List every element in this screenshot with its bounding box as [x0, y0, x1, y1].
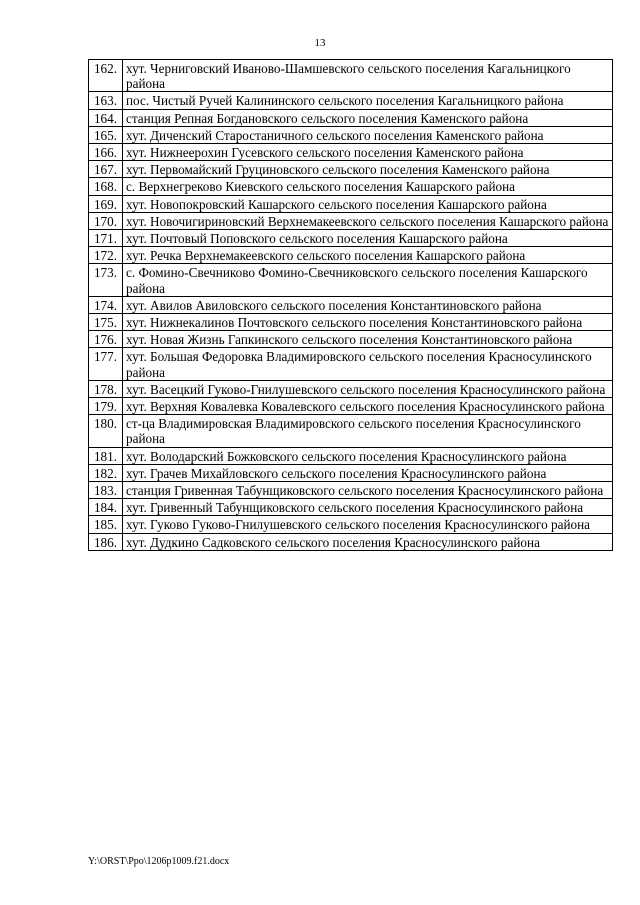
row-number: 174.: [89, 296, 123, 313]
table-row: [89, 109, 613, 126]
row-text: станция Гривенная Табунщиковского сельского поселения Красносулинского района: [123, 482, 613, 499]
row-text: хут. Гуково Гуково-Гнилушевского сельского поселения Красносулинского района: [123, 516, 613, 533]
row-number: 167.: [89, 161, 123, 178]
row-text: хут. Речка Верхнемакеевского сельского поселения Кашарского района: [123, 247, 613, 264]
row-text: хут. Большая Федоровка Владимировского сельского поселения Красносулинского района: [123, 348, 613, 380]
row-number: 184.: [89, 499, 123, 516]
table-row: [89, 230, 613, 247]
row-number: 183.: [89, 482, 123, 499]
row-number: 179.: [89, 398, 123, 415]
row-text: хут. Первомайский Груциновского сельского поселения Каменского района: [123, 161, 613, 178]
table-row: [89, 212, 613, 229]
row-text: пос. Чистый Ручей Калининского сельского поселения Кагальницкого района: [123, 92, 613, 109]
row-number: 176.: [89, 331, 123, 348]
table-row: [89, 499, 613, 516]
row-number: 185.: [89, 516, 123, 533]
row-number: 163.: [89, 92, 123, 109]
row-number: 171.: [89, 230, 123, 247]
row-number: 166.: [89, 144, 123, 161]
row-text: хут. Васецкий Гуково-Гнилушевского сельского поселения Красносулинского района: [123, 380, 613, 397]
row-text: хут. Новочигириновский Верхнемакеевского сельского поселения Кашарского района: [123, 212, 613, 229]
row-number: 186.: [89, 533, 123, 550]
table-row: [89, 533, 613, 550]
table-row: [89, 296, 613, 313]
table-row: [89, 482, 613, 499]
table-row: [89, 178, 613, 195]
row-number: 162.: [89, 60, 123, 92]
table-row: [89, 144, 613, 161]
row-text: хут. Володарский Божковского сельского поселения Красносулинского района: [123, 447, 613, 464]
row-text: хут. Нижнекалинов Почтовского сельского поселения Константиновского района: [123, 314, 613, 331]
table-row: [89, 247, 613, 264]
table-row: [89, 60, 613, 92]
row-text: хут. Новопокровский Кашарского сельского поселения Кашарского района: [123, 195, 613, 212]
settlements-table: [88, 59, 613, 551]
page-number: 13: [314, 37, 326, 49]
table-row: [89, 331, 613, 348]
row-text: хут. Гривенный Табунщиковского сельского поселения Красносулинского района: [123, 499, 613, 516]
row-text: станция Репная Богдановского сельского поселения Каменского района: [123, 109, 613, 126]
row-number: 180.: [89, 415, 123, 447]
table-row: [89, 464, 613, 481]
table-row: [89, 161, 613, 178]
row-text: хут. Новая Жизнь Гапкинского сельского поселения Константиновского района: [123, 331, 613, 348]
row-number: 181.: [89, 447, 123, 464]
table-row: [89, 380, 613, 397]
row-number: 177.: [89, 348, 123, 380]
table-row: [89, 314, 613, 331]
table-row: [89, 348, 613, 380]
row-number: 168.: [89, 178, 123, 195]
row-text: хут. Диченский Старостаничного сельского поселения Каменского района: [123, 126, 613, 143]
row-text: хут. Черниговский Иваново-Шамшевского сельского поселения Кагальницкого района: [123, 60, 613, 92]
table-row: [89, 126, 613, 143]
row-number: 173.: [89, 264, 123, 296]
table-row: [89, 415, 613, 447]
row-number: 172.: [89, 247, 123, 264]
row-number: 164.: [89, 109, 123, 126]
row-number: 170.: [89, 212, 123, 229]
row-number: 169.: [89, 195, 123, 212]
table-row: [89, 516, 613, 533]
table-row: [89, 264, 613, 296]
row-number: 178.: [89, 380, 123, 397]
row-text: хут. Грачев Михайловского сельского поселения Красносулинского района: [123, 464, 613, 481]
row-text: хут. Дудкино Садковского сельского поселения Красносулинского района: [123, 533, 613, 550]
row-text: с. Фомино-Свечниково Фомино-Свечниковского сельского поселения Кашарского района: [123, 264, 613, 296]
row-number: 175.: [89, 314, 123, 331]
row-text: хут. Верхняя Ковалевка Ковалевского сельского поселения Красносулинского района: [123, 398, 613, 415]
row-text: хут. Почтовый Поповского сельского поселения Кашарского района: [123, 230, 613, 247]
row-text: хут. Нижнеерохин Гусевского сельского поселения Каменского района: [123, 144, 613, 161]
row-text: ст-ца Владимировская Владимировского сельского поселения Красносулинского района: [123, 415, 613, 447]
row-text: с. Верхнегреково Киевского сельского поселения Кашарского района: [123, 178, 613, 195]
table-row: [89, 398, 613, 415]
table-row: [89, 92, 613, 109]
row-number: 165.: [89, 126, 123, 143]
table-row: [89, 447, 613, 464]
footer-file-path: Y:\ORST\Ppo\1206p1009.f21.docx: [88, 856, 230, 867]
row-number: 182.: [89, 464, 123, 481]
row-text: хут. Авилов Авиловского сельского поселения Константиновского района: [123, 296, 613, 313]
table-row: [89, 195, 613, 212]
